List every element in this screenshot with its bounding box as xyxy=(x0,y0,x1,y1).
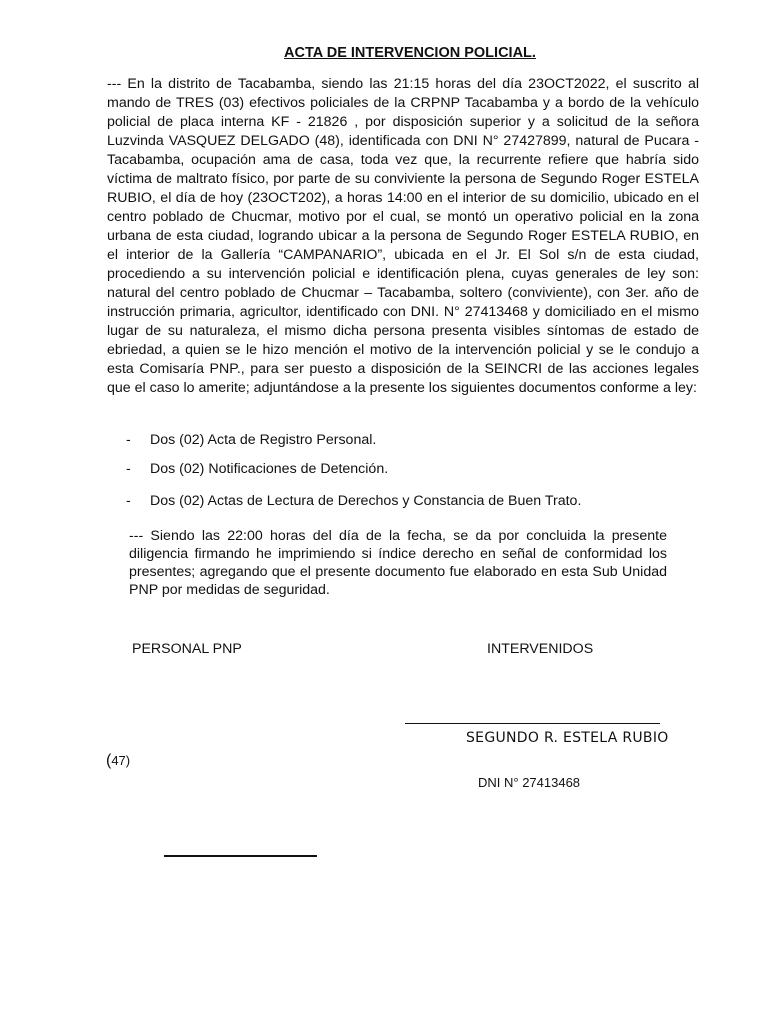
intervention-paragraph: --- En la distrito de Tacabamba, siendo las 21:15 horas del día 23OCT2022, el suscrito al mando de TRES (03) efectivos policiales de la CRPNP Tacabamba y a bordo de la vehículo policial de placa interna KF - 21826 , por disposición superior y a solicitud de la señora Luzvinda VASQUEZ DELGADO (48), identificada con DNI N° 27427899, natural de Pucara - Tacabamba, ocupación ama de casa, toda vez que, la recurrente refiere que habría sido víctima de maltrato físico, por parte de su conviviente la persona de Segundo Roger ESTELA RUBIO, el día de hoy (23OCT202), a horas 14:00 en el interior de su domicilio, ubicado en el centro poblado de Chucmar, motivo por el cual, se montó un operativo policial en la zona urbana de esta ciudad, logrando ubicar a la persona de Segundo Roger ESTELA RUBIO, en el interior de la Gallería “CAMPANARIO”, ubicada en el Jr. El Sol s/n de esta ciudad, procediendo a su intervención policial e identificación plena, cuyas generales de ley son: natural del centro poblado de Chucmar – Tacabamba, soltero (conviviente), con 3er. año de instrucción primaria, agricultor, identificado con DNI. N° 27413468 y domiciliado en el mismo lugar de su naturaleza, el mismo dicha persona presenta visibles síntomas de estado de ebriedad, a quien se le hizo mención el motivo de la intervención policial y se le condujo a esta Comisaría PNP., para ser puesto a disposición de la SEINCRI de las acciones legales que el caso lo amerite; adjuntándose a la presente los siguientes documentos conforme a ley: xyxy=(107,76,699,396)
personal-pnp-signature-line xyxy=(164,855,317,857)
age-value: 47) xyxy=(111,753,131,768)
intervenido-dni: DNI N° 27413468 xyxy=(478,775,581,790)
personal-pnp-label: PERSONAL PNP xyxy=(132,641,242,657)
age-note xyxy=(106,752,130,770)
list-dash: - xyxy=(126,461,131,477)
list-item xyxy=(126,430,581,450)
list-item-text: Dos (02) Acta de Registro Personal. xyxy=(150,432,377,448)
document-title: ACTA DE INTERVENCION POLICIAL. xyxy=(284,45,536,61)
intervenidos-label: INTERVENIDOS xyxy=(487,641,594,657)
list-dash: - xyxy=(126,493,131,509)
intervenido-signature-line xyxy=(405,723,660,724)
list-item xyxy=(126,459,581,479)
list-item-text: Dos (02) Notificaciones de Detención. xyxy=(150,461,389,477)
list-item xyxy=(126,491,581,511)
attached-documents-list xyxy=(126,430,581,511)
list-dash: - xyxy=(126,432,131,448)
conclusion-paragraph: --- Siendo las 22:00 horas del día de la fecha, se da por concluida la presente diligencia firmando he imprimiendo si índice derecho en señal de conformidad los presentes; agregando que el presente documento fue elaborado en esta Sub Unidad PNP por medidas de seguridad. xyxy=(129,528,667,598)
intervenido-name: SEGUNDO R. ESTELA RUBIO xyxy=(466,730,669,746)
list-item-text: Dos (02) Actas de Lectura de Derechos y Constancia de Buen Trato. xyxy=(150,493,582,509)
age-open-paren: ( xyxy=(106,752,112,769)
